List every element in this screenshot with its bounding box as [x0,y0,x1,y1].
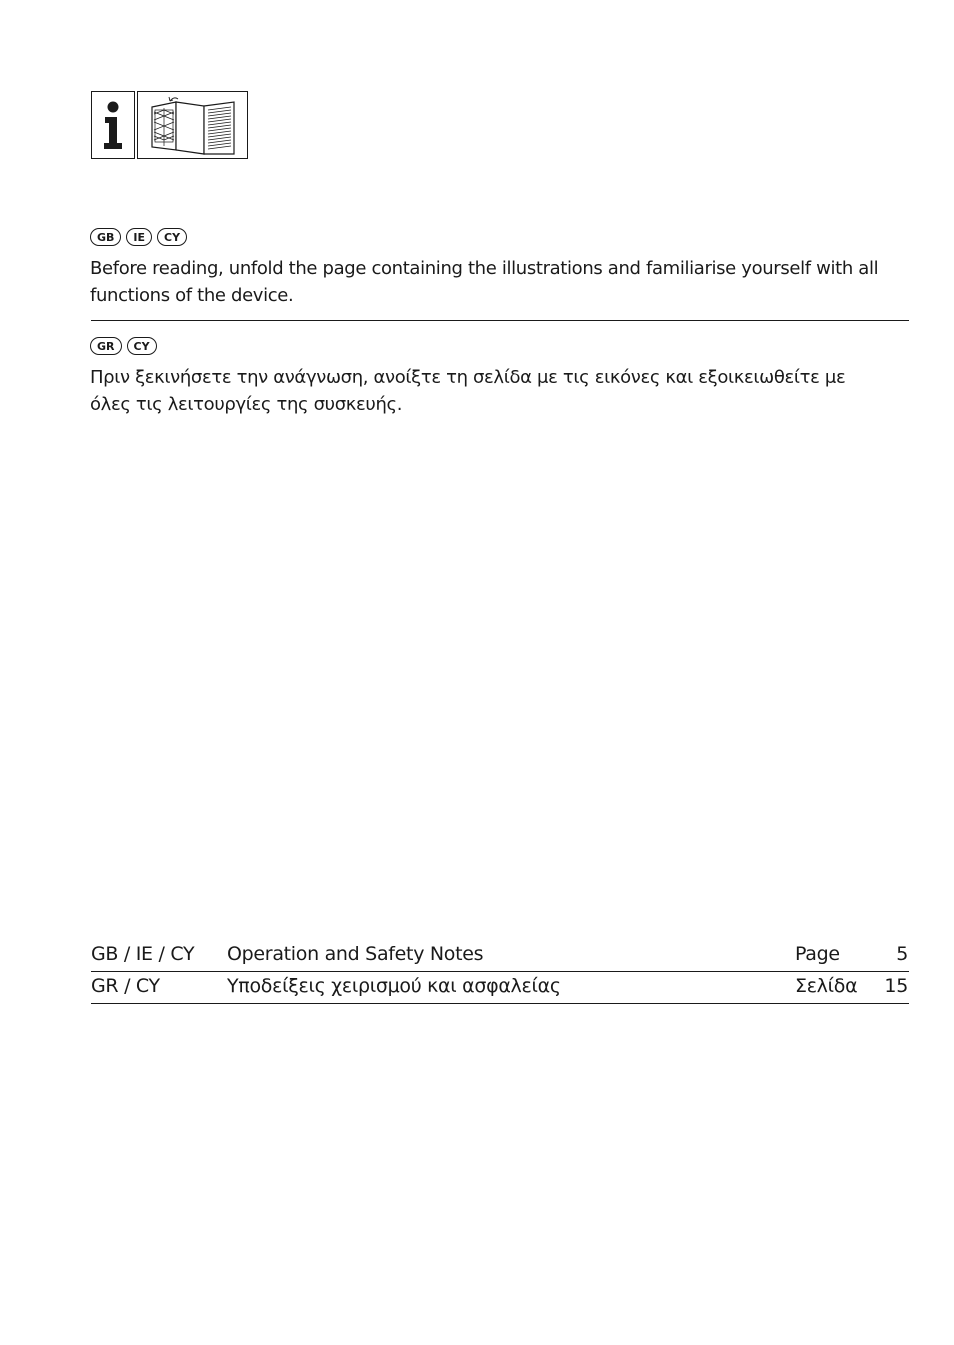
table-of-contents [91,940,909,1004]
toc-country-code: GR / CY [91,975,160,997]
toc-page-label: Σελίδα [795,975,858,997]
country-badge: GR [90,337,122,355]
toc-title: Υποδείξεις χειρισμού και ασφαλείας [227,975,561,997]
country-badges-gb [90,228,187,246]
section-divider [91,320,909,321]
info-icon [91,91,135,159]
toc-page-label: Page [795,943,840,965]
country-badge: CY [157,228,187,246]
toc-country-code: GB / IE / CY [91,943,195,965]
toc-row [91,940,909,972]
intro-text-gb: Before reading, unfold the page containing the illustrations and familiarise yourself with all functions of the device. [90,258,879,306]
toc-page-number: 15 [884,975,908,997]
country-badge: GB [90,228,121,246]
country-badge: CY [127,337,157,355]
unfold-page-icon [137,91,248,159]
country-badge: IE [126,228,152,246]
unfold-illustration-icon [138,92,247,158]
country-badges-gr [90,337,157,355]
toc-title: Operation and Safety Notes [227,943,484,965]
toc-row [91,972,909,1004]
toc-page-number: 5 [896,943,908,965]
intro-text-gr: Πριν ξεκινήσετε την ανάγνωση, ανοίξτε τη σελίδα με τις εικόνες και εξοικειωθείτε με όλες τις λειτουργίες της συσκευής. [90,367,846,415]
letter-i-icon [92,92,134,158]
